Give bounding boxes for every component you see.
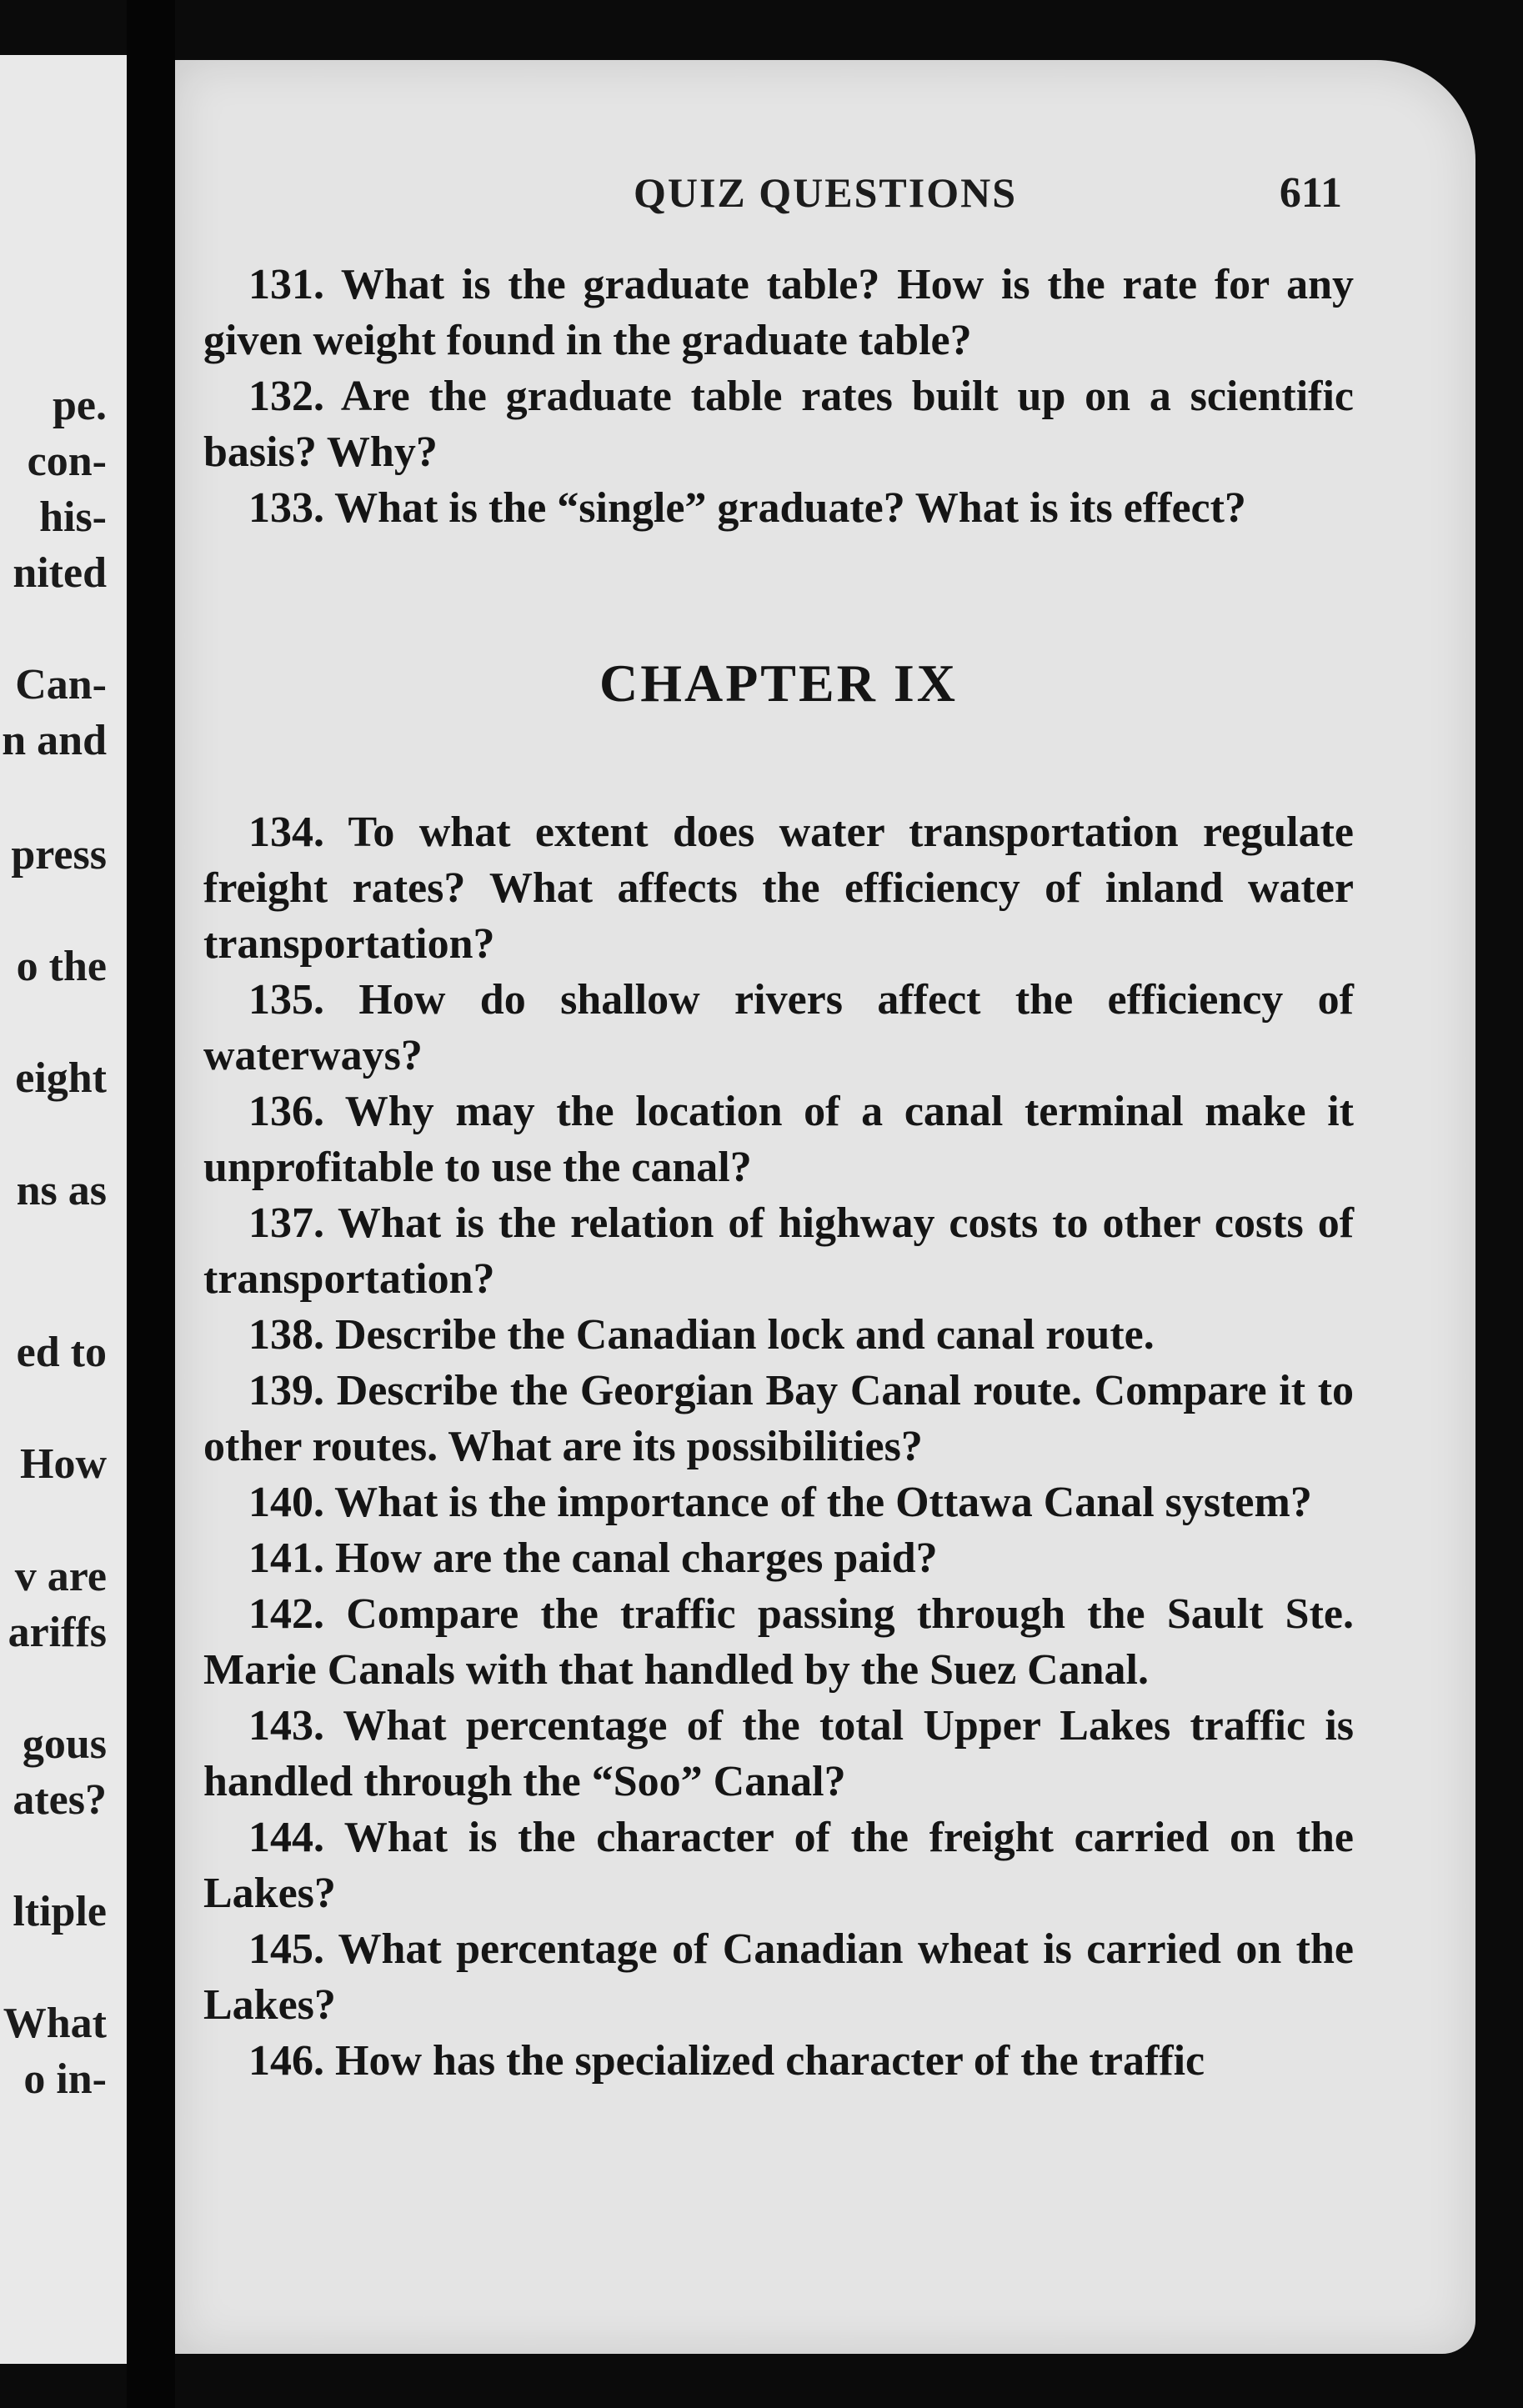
left-text-fragment: o in- xyxy=(23,2055,107,2103)
question-item xyxy=(203,1307,1354,1363)
left-text-fragment: How xyxy=(20,1440,107,1488)
question-text: How has the specialized character of the traffic xyxy=(335,2037,1205,2085)
left-text-fragment: v are xyxy=(14,1553,107,1600)
question-text: What percentage of Canadian wheat is carried on the Lakes? xyxy=(203,1925,1354,2029)
question-item xyxy=(203,972,1354,1084)
question-number: 134. xyxy=(248,809,324,856)
question-number: 133. xyxy=(248,484,324,532)
question-text: What percentage of the total Upper Lakes traffic is handled through the “Soo” Canal? xyxy=(203,1702,1355,1805)
book-gutter xyxy=(127,0,175,2408)
question-text: What is the character of the freight carried on the Lakes? xyxy=(203,1814,1355,1917)
question-item xyxy=(203,1810,1354,1921)
question-item xyxy=(203,1921,1354,2033)
page-content xyxy=(203,257,1354,2089)
left-text-fragment: ates? xyxy=(13,1776,107,1824)
question-text: Describe the Canadian lock and canal route. xyxy=(335,1311,1155,1359)
question-item xyxy=(203,1586,1354,1698)
question-item xyxy=(203,368,1354,480)
question-item xyxy=(203,1698,1354,1810)
question-number: 142. xyxy=(248,1590,324,1638)
question-text: What is the graduate table? How is the rate for any given weight found in the graduate table? xyxy=(203,261,1354,364)
question-text: What is the importance of the Ottawa Canal system? xyxy=(334,1479,1312,1526)
question-item xyxy=(203,1363,1354,1474)
question-text: What is the “single” graduate? What is its effect? xyxy=(334,484,1246,532)
question-list-after xyxy=(203,804,1354,2089)
question-item xyxy=(203,1195,1354,1307)
left-text-fragment: eight xyxy=(15,1054,107,1102)
left-text-fragment: n and xyxy=(2,717,107,764)
question-item xyxy=(203,1530,1354,1586)
question-number: 137. xyxy=(248,1199,324,1247)
question-number: 139. xyxy=(248,1367,324,1414)
chapter-heading: CHAPTER IX xyxy=(599,653,959,713)
left-text-fragment: o the xyxy=(16,943,107,990)
left-text-fragment: his- xyxy=(39,493,107,541)
question-number: 143. xyxy=(248,1702,324,1750)
question-number: 135. xyxy=(248,976,324,1024)
left-text-fragment: con- xyxy=(27,438,107,485)
running-head: QUIZ QUESTIONS xyxy=(633,169,1018,216)
question-item xyxy=(203,1084,1354,1195)
question-number: 140. xyxy=(248,1479,324,1526)
question-number: 145. xyxy=(248,1925,324,1973)
question-number: 131. xyxy=(248,261,324,308)
question-item xyxy=(203,480,1354,536)
left-text-fragment: pe. xyxy=(53,382,107,429)
question-number: 146. xyxy=(248,2037,324,2085)
left-text-fragment: gous xyxy=(22,1720,107,1768)
question-number: 136. xyxy=(248,1088,324,1135)
question-text: Are the graduate table rates built up on a scientific basis? Why? xyxy=(203,373,1354,476)
question-number: 144. xyxy=(248,1814,324,1861)
question-text: Why may the location of a canal terminal make it unprofitable to use the canal? xyxy=(203,1088,1354,1191)
question-text: Compare the traffic passing through the Sault Ste. Marie Canals with that handled by the Suez Canal. xyxy=(203,1590,1354,1694)
question-text: What is the relation of highway costs to other costs of transportation? xyxy=(203,1199,1355,1303)
question-text: To what extent does water transportation regulate freight rates? What affects the efficiency of inland water transportation? xyxy=(203,809,1355,968)
question-number: 141. xyxy=(248,1534,324,1582)
left-text-fragment: ed to xyxy=(16,1329,107,1376)
question-text: Describe the Georgian Bay Canal route. Compare it to other routes. What are its possibilities? xyxy=(203,1367,1355,1470)
page-number: 611 xyxy=(1279,169,1342,217)
question-item xyxy=(203,804,1354,972)
left-text-fragment: ns as xyxy=(16,1167,107,1214)
left-text-fragment: ltiple xyxy=(13,1888,107,1935)
left-text-fragment: Can- xyxy=(15,661,107,708)
question-number: 138. xyxy=(248,1311,324,1359)
question-item xyxy=(203,1474,1354,1530)
book-page xyxy=(175,60,1475,2354)
question-text: How do shallow rivers affect the efficiency of waterways? xyxy=(203,976,1354,1079)
left-text-fragment: press xyxy=(11,831,107,879)
question-text: How are the canal charges paid? xyxy=(335,1534,938,1582)
left-text-fragment: ariffs xyxy=(8,1609,107,1656)
question-item xyxy=(203,257,1354,368)
question-list-before xyxy=(203,257,1354,536)
question-number: 132. xyxy=(248,373,324,420)
left-text-fragment: nited xyxy=(13,549,107,597)
left-text-fragment: What xyxy=(3,2000,107,2047)
left-facing-page xyxy=(0,55,127,2364)
question-item xyxy=(203,2033,1354,2089)
